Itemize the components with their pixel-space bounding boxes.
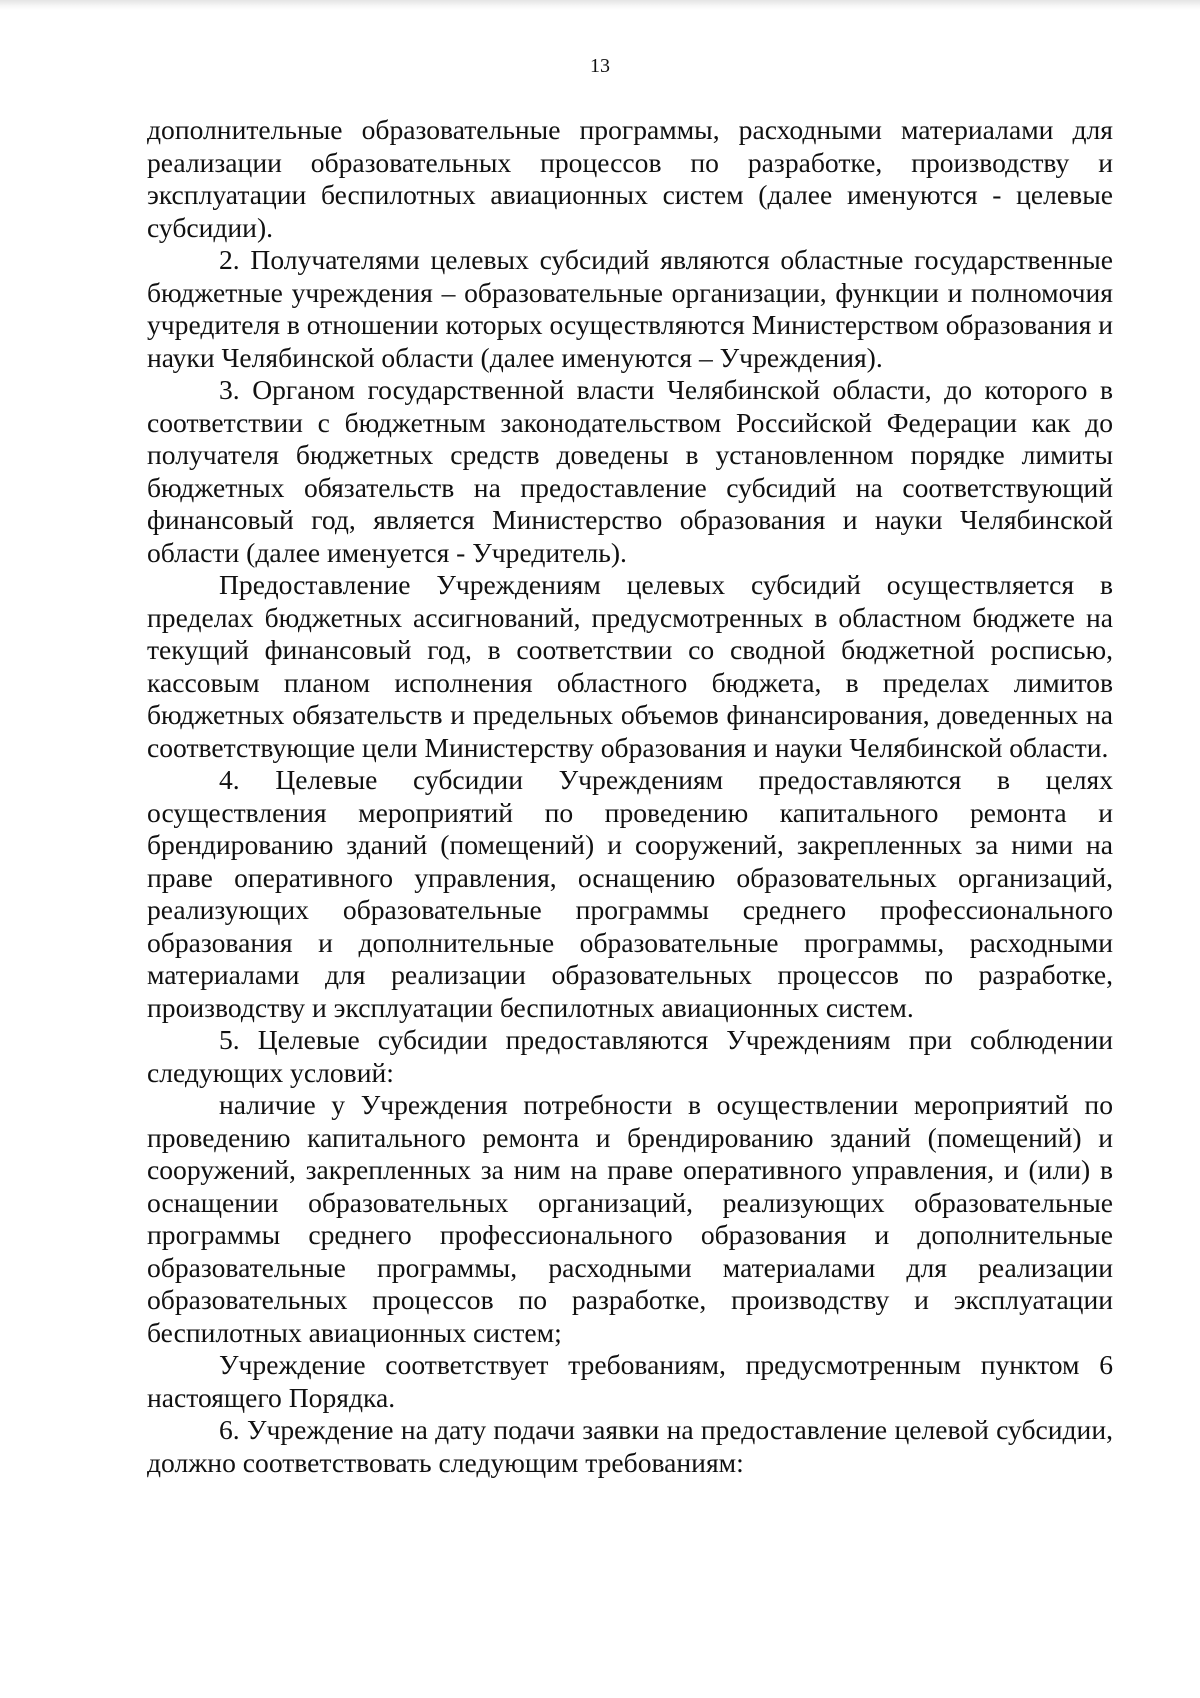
document-body bbox=[147, 114, 1113, 1479]
paragraph-item-6-requirements: 6. Учреждение на дату подачи заявки на предоставление целевой субсидии, должно соответствовать следующим требованиям: bbox=[147, 1414, 1113, 1478]
scan-edge bbox=[0, 0, 1200, 10]
paragraph-item-4-purposes: 4. Целевые субсидии Учреждениям предоставляются в целях осуществления мероприятий по проведению капитального ремонта и брендированию зданий (помещений) и сооружений, закрепленных за ними на праве оперативного управления, оснащению образовательных организаций, реализующих образовательные программы среднего профессионального образования и дополнительные образовательные программы, расходными материалами для реализации образовательных процессов по разработке, производству и эксплуатации беспилотных авиационных систем. bbox=[147, 764, 1113, 1023]
paragraph-item-3-authority: 3. Органом государственной власти Челябинской области, до которого в соответствии с бюджетным законодательством Российской Федерации как до получателя бюджетных средств доведены в установленном порядке лимиты бюджетных обязательств на предоставление субсидий на соответствующий финансовый год, является Министерство образования и науки Челябинской области (далее именуется - Учредитель). bbox=[147, 374, 1113, 568]
paragraph-condition-need: наличие у Учреждения потребности в осуществлении мероприятий по проведению капитального ремонта и брендированию зданий (помещений) и сооружений, закрепленных за ним на праве оперативного управления, и (или) в оснащении образовательных организаций, реализующих образовательные программы среднего профессионального образования и дополнительные образовательные программы, расходными материалами для реализации образовательных процессов по разработке, производству и эксплуатации беспилотных авиационных систем; bbox=[147, 1089, 1113, 1348]
paragraph-condition-compliance: Учреждение соответствует требованиям, предусмотренным пунктом 6 настоящего Порядка. bbox=[147, 1349, 1113, 1413]
paragraph-item-5-conditions: 5. Целевые субсидии предоставляются Учреждениям при соблюдении следующих условий: bbox=[147, 1024, 1113, 1088]
paragraph-continuation: дополнительные образовательные программы, расходными материалами для реализации образовательных процессов по разработке, производству и эксплуатации беспилотных авиационных систем (далее именуются - целевые субсидии). bbox=[147, 114, 1113, 243]
paragraph-item-2-recipients: 2. Получателями целевых субсидий являются областные государственные бюджетные учреждения – образовательные организации, функции и полномочия учредителя в отношении которых осуществляются Министерством образования и науки Челябинской области (далее именуются – Учреждения). bbox=[147, 244, 1113, 373]
paragraph-provision-limits: Предоставление Учреждениям целевых субсидий осуществляется в пределах бюджетных ассигнований, предусмотренных в областном бюджете на текущий финансовый год, в соответствии со сводной бюджетной росписью, кассовым планом исполнения областного бюджета, в пределах лимитов бюджетных обязательств и предельных объемов финансирования, доведенных на соответствующие цели Министерству образования и науки Челябинской области. bbox=[147, 569, 1113, 763]
page-number: 13 bbox=[590, 55, 610, 77]
